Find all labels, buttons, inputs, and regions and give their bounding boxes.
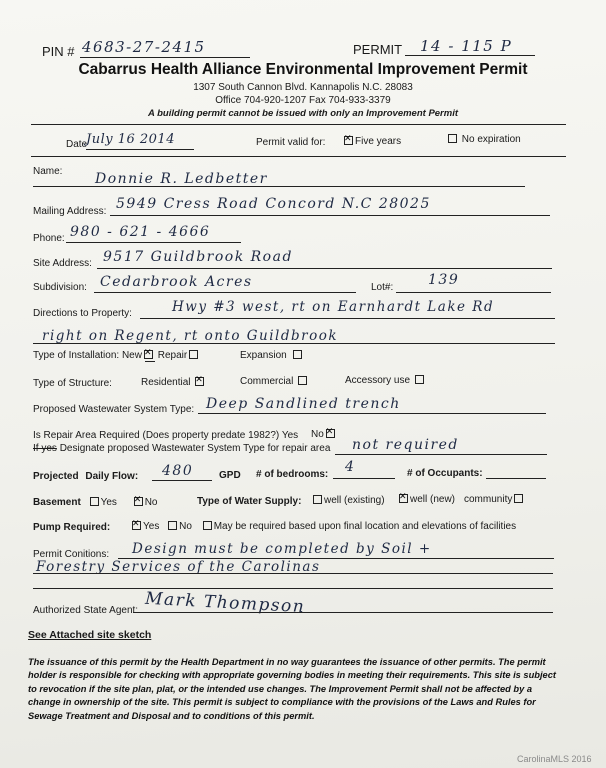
installation-expansion-checkbox[interactable]: [293, 350, 302, 359]
directions-line1: Hwy #3 west, rt on Earnhardt Lake Rd: [172, 299, 495, 315]
pump-may-checkbox[interactable]: [203, 521, 212, 530]
water-supply-label: Type of Water Supply:: [197, 496, 302, 507]
subdivision-label: Subdivision:: [33, 282, 87, 293]
five-years-label: Five years: [355, 136, 402, 147]
pump-yes-label: Yes: [143, 521, 160, 532]
lot-label: Lot#:: [371, 282, 394, 293]
name-label: Name:: [33, 166, 63, 177]
lot-value: 139: [428, 272, 460, 288]
pump-no-checkbox[interactable]: [168, 521, 177, 530]
bedrooms-label: # of bedrooms:: [256, 469, 329, 480]
directions-line-2: [33, 343, 555, 344]
basement-yes-checkbox[interactable]: [90, 497, 99, 506]
permit-line: [405, 55, 535, 56]
accessory-checkbox[interactable]: [415, 375, 424, 384]
phone-line: [66, 242, 241, 243]
pump-no-label: No: [179, 521, 192, 532]
repair-designate-value: not required: [352, 437, 459, 453]
well-existing-label: well (existing): [324, 495, 385, 506]
repair-designate-label: Designate proposed Wastewater System Type for repair area: [59, 443, 331, 454]
projected-label: Projected: [33, 471, 79, 482]
basement-no-checkbox[interactable]: [134, 497, 143, 506]
basement-no-label: No: [144, 497, 158, 508]
mailing-line: [110, 215, 550, 216]
section-rule: [31, 156, 566, 157]
repair-no-label: No: [311, 429, 324, 440]
commercial-label: Commercial: [240, 376, 294, 387]
directions-label: Directions to Property:: [33, 308, 132, 319]
form-title: Cabarrus Health Alliance Environmental Improvement Permit: [78, 61, 528, 78]
daily-flow-label: Daily Flow:: [85, 471, 139, 482]
pump-label: Pump Required:: [33, 522, 111, 533]
disclaimer-text: The issuance of this permit by the Health Department in no way guarantees the issuance of other permits. The permit holder is responsible for checking with appropriate governing bodies in meeting their requirements. This site is subject to revocation if the site plan, plat, or the intended use changes. The Improvement Permit shall not be affected by a change in ownership of the site. This permit is subject to compliance with the provisions of the Laws and Rules for Sewage Treatment and Disposal and to conditions of this permit.: [28, 657, 556, 721]
form-address: 1307 South Cannon Blvd. Kannapolis N.C. 28083: [193, 82, 413, 93]
form-phones: Office 704-920-1207 Fax 704-933-3379: [215, 95, 391, 106]
subdivision-line: [94, 292, 356, 293]
valid-label: Permit valid for:: [256, 137, 326, 148]
site-label: Site Address:: [33, 258, 92, 269]
wastewater-line: [198, 413, 546, 414]
repair-struck-text: If yes: [33, 443, 57, 454]
daily-flow-line: [152, 480, 212, 481]
repair-designate-line: [335, 454, 547, 455]
conditions-line2: Forestry Services of the Carolinas: [36, 559, 321, 575]
installation-label: Type of Installation:: [33, 350, 120, 361]
occupants-label: # of Occupants:: [407, 468, 483, 479]
attached-sketch-link[interactable]: See Attached site sketch: [28, 629, 152, 641]
conditions-line-2: [33, 573, 553, 574]
occupants-line: [486, 478, 546, 479]
community-label: community: [464, 494, 513, 505]
phone-value: 980 - 621 - 4666: [70, 224, 211, 240]
pump-yes-checkbox[interactable]: [132, 521, 141, 530]
bedrooms-line: [333, 478, 395, 479]
site-value: 9517 Guildbrook Road: [103, 249, 293, 265]
repair-yes-label: Yes: [281, 430, 299, 441]
mailing-label: Mailing Address:: [33, 206, 107, 217]
repair-no-checkbox[interactable]: [326, 429, 335, 438]
conditions-line1: Design must be completed by Soil +: [132, 541, 432, 557]
well-new-checkbox[interactable]: [399, 494, 408, 503]
well-existing-checkbox[interactable]: [313, 495, 322, 504]
name-line: [33, 186, 525, 187]
structure-label: Type of Structure:: [33, 378, 112, 389]
permit-label: PERMIT: [353, 42, 403, 57]
lot-line: [396, 292, 551, 293]
community-checkbox[interactable]: [514, 494, 523, 503]
agent-label: Authorized State Agent:: [33, 605, 139, 616]
date-value: July 16 2014: [86, 132, 175, 147]
basement-label: Basement: [33, 497, 81, 508]
well-new-label: well (new): [410, 494, 456, 505]
watermark: CarolinaMLS 2016: [517, 754, 592, 764]
no-expiration-checkbox[interactable]: [448, 134, 457, 143]
agent-signature: Mark Thompson: [144, 588, 306, 618]
installation-new-label: New: [121, 350, 142, 361]
installation-new-checkbox[interactable]: [144, 350, 153, 359]
installation-repair-label: Repair: [157, 350, 188, 361]
site-line: [97, 268, 552, 269]
installation-tick: [145, 361, 155, 362]
five-years-checkbox[interactable]: [344, 136, 353, 145]
directions-line-1: [140, 318, 555, 319]
mailing-value: 5949 Cress Road Concord N.C 28025: [116, 196, 431, 212]
pump-note: May be required based upon final location and elevations of facilities: [213, 521, 517, 532]
bedrooms-value: 4: [345, 459, 356, 475]
date-line: [86, 149, 194, 150]
accessory-label: Accessory use: [345, 375, 411, 386]
header-rule: [31, 124, 566, 125]
permit-value: 14 - 115 P: [420, 37, 513, 55]
directions-line2: right on Regent, rt onto Guildbrook: [42, 328, 339, 344]
residential-checkbox[interactable]: [195, 377, 204, 386]
conditions-line-3: [33, 588, 553, 589]
daily-flow-value: 480: [162, 463, 194, 479]
pin-line: [80, 57, 250, 58]
pin-value: 4683-27-2415: [82, 38, 206, 56]
subdivision-value: Cedarbrook Acres: [100, 274, 253, 290]
gpd-label: GPD: [219, 470, 241, 481]
installation-repair-checkbox[interactable]: [189, 350, 198, 359]
name-value: Donnie R. Ledbetter: [95, 171, 268, 187]
wastewater-value: Deep Sandlined trench: [206, 396, 401, 412]
date-label: Date: [66, 139, 88, 150]
installation-expansion-label: Expansion: [240, 350, 287, 361]
basement-yes-label: Yes: [100, 497, 117, 508]
commercial-checkbox[interactable]: [298, 376, 307, 385]
no-expiration-label: No expiration: [461, 134, 521, 145]
agent-line: [133, 612, 553, 613]
conditions-label: Permit Conitions:: [33, 549, 110, 560]
wastewater-label: Proposed Wastewater System Type:: [33, 404, 195, 415]
pin-label: PIN #: [42, 44, 75, 59]
residential-label: Residential: [141, 377, 191, 388]
form-notice: A building permit cannot be issued with only an Improvement Permit: [147, 108, 459, 119]
phone-label: Phone:: [33, 233, 65, 244]
repair-question: Is Repair Area Required (Does property predate 1982?): [33, 430, 280, 441]
